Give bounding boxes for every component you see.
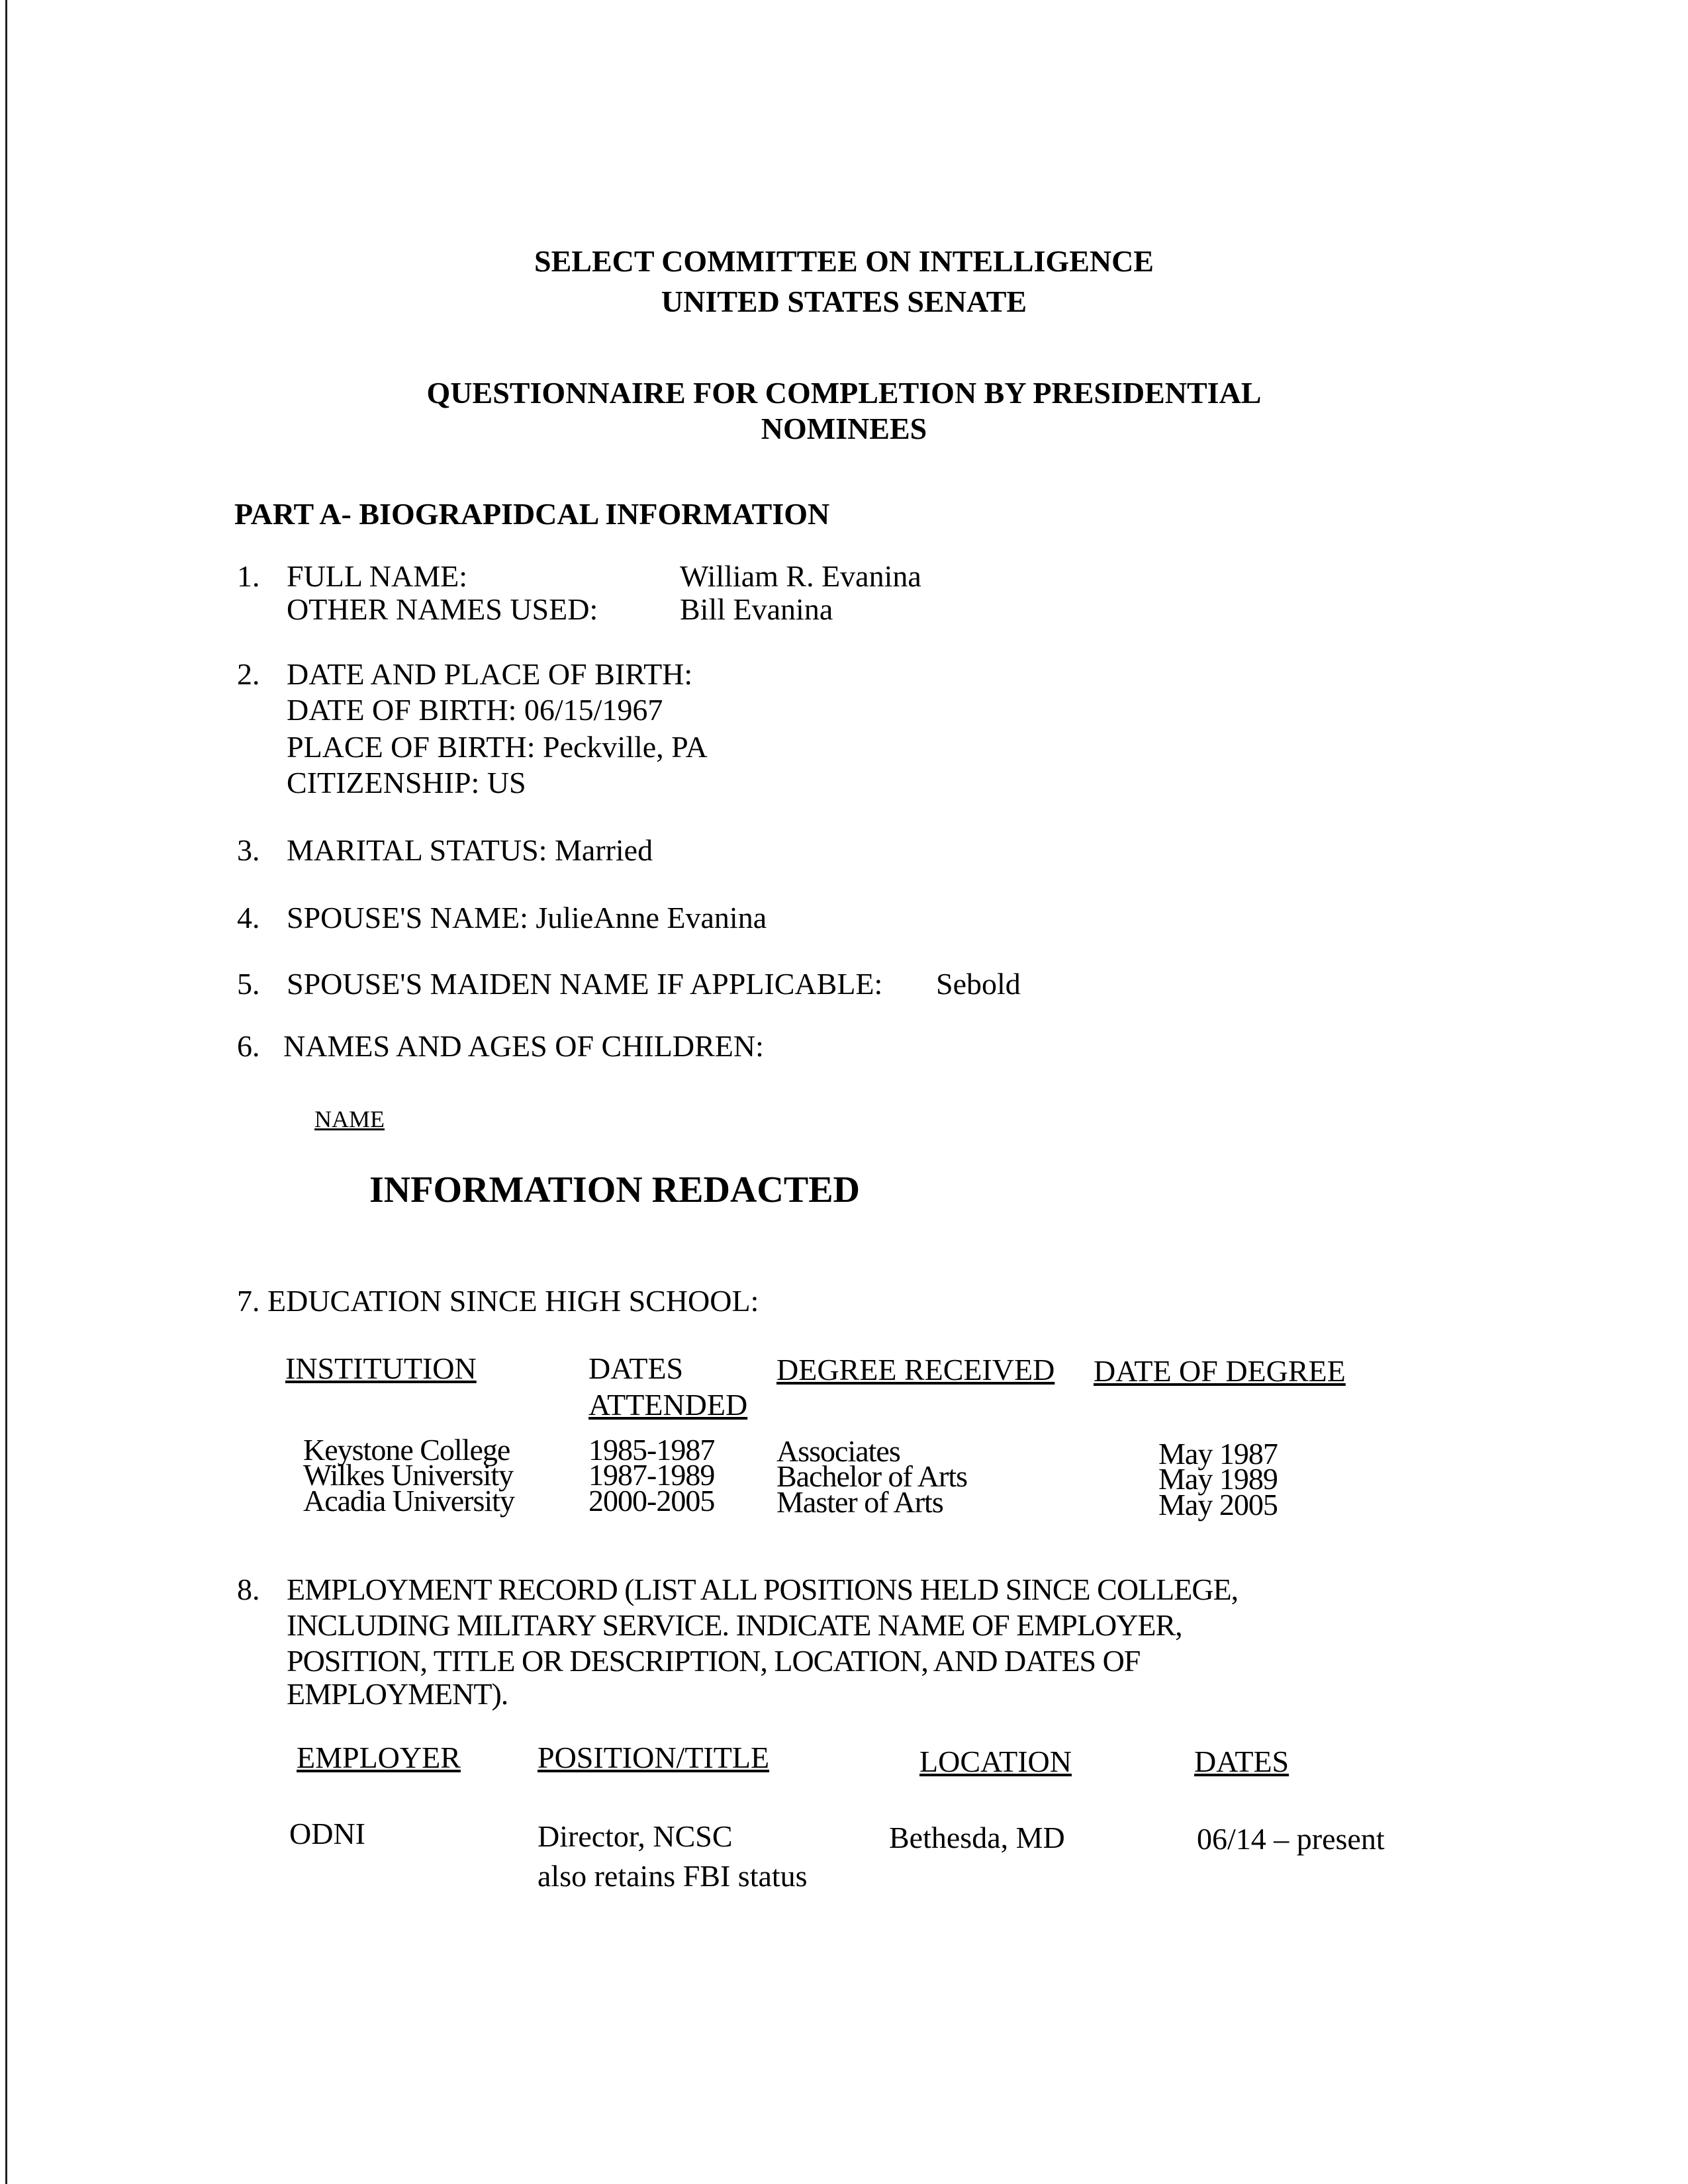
edu-institution: Wilkes University [303, 1458, 514, 1492]
position-value: Director, NCSC [538, 1819, 733, 1853]
spouse-name: SPOUSE'S NAME: JulieAnne Evanina [287, 901, 767, 934]
marital-status: MARITAL STATUS: Married [287, 833, 653, 867]
header-nominees: NOMINEES [761, 412, 927, 445]
employment-instructions-line: EMPLOYMENT). [287, 1677, 508, 1711]
header-questionnaire: QUESTIONNAIRE FOR COMPLETION BY PRESIDENTIAL [426, 376, 1262, 410]
edu-date-of-degree: May 1989 [1158, 1462, 1278, 1496]
edu-dates: 1987-1989 [588, 1458, 715, 1492]
other-names-label: OTHER NAMES USED: [287, 592, 598, 626]
employment-instructions-line: EMPLOYMENT RECORD (LIST ALL POSITIONS HELD SINCE COLLEGE, [287, 1572, 1239, 1606]
redacted-notice: INFORMATION REDACTED [369, 1169, 860, 1210]
edu-institution: Acadia University [303, 1484, 514, 1518]
maiden-name-value: Sebold [936, 967, 1021, 1001]
edu-date-of-degree: May 2005 [1158, 1488, 1278, 1522]
edu-dates: 1985-1987 [588, 1433, 715, 1467]
date-of-birth: DATE OF BIRTH: 06/15/1967 [287, 693, 663, 727]
part-title: PART A- BIOGRAPIDCAL INFORMATION [234, 497, 830, 531]
header-senate: UNITED STATES SENATE [661, 285, 1027, 318]
q4-number: 4. [237, 901, 260, 934]
maiden-name-label: SPOUSE'S MAIDEN NAME IF APPLICABLE: [287, 967, 883, 1001]
edu-degree: Associates [776, 1434, 900, 1468]
q6-number: 6. [237, 1029, 260, 1063]
header-institution: INSTITUTION [285, 1351, 477, 1385]
header-position-title: POSITION/TITLE [538, 1741, 770, 1774]
edu-dates: 2000-2005 [588, 1484, 715, 1518]
location-value: Bethesda, MD [889, 1821, 1065, 1854]
position-note: also retains FBI status [538, 1859, 808, 1893]
header-employer: EMPLOYER [297, 1741, 461, 1774]
edu-degree: Master of Arts [776, 1485, 943, 1519]
employment-instructions-line: INCLUDING MILITARY SERVICE. INDICATE NAME OF EMPLOYER, [287, 1608, 1182, 1642]
edu-date-of-degree: May 1987 [1158, 1437, 1278, 1471]
place-of-birth: PLACE OF BIRTH: Peckville, PA [287, 730, 708, 764]
header-employment-dates: DATES [1194, 1745, 1289, 1778]
header-attended: ATTENDED [588, 1388, 748, 1422]
q2-number: 2. [237, 657, 260, 691]
q8-number: 8. [237, 1572, 260, 1606]
header-date-of-degree: DATE OF DEGREE [1094, 1354, 1346, 1388]
full-name-value: William R. Evanina [680, 559, 921, 593]
birth-label: DATE AND PLACE OF BIRTH: [287, 657, 693, 691]
header-degree-received: DEGREE RECEIVED [776, 1353, 1055, 1387]
employer-value: ODNI [289, 1817, 365, 1850]
education-label: 7. EDUCATION SINCE HIGH SCHOOL: [237, 1284, 759, 1318]
scan-edge-line [5, 0, 7, 2184]
q1-number: 1. [237, 559, 260, 593]
q5-number: 5. [237, 967, 260, 1001]
q3-number: 3. [237, 833, 260, 867]
employment-instructions-line: POSITION, TITLE OR DESCRIPTION, LOCATION, AND DATES OF [287, 1644, 1141, 1678]
children-label: NAMES AND AGES OF CHILDREN: [283, 1029, 764, 1063]
children-name-header: NAME [314, 1106, 385, 1132]
other-names-value: Bill Evanina [680, 592, 833, 626]
citizenship: CITIZENSHIP: US [287, 766, 526, 799]
header-dates: DATES [588, 1351, 684, 1385]
header-location: LOCATION [919, 1745, 1072, 1778]
employment-dates-value: 06/14 – present [1197, 1822, 1385, 1856]
edu-degree: Bachelor of Arts [776, 1459, 968, 1493]
full-name-label: FULL NAME: [287, 559, 468, 593]
header-committee: SELECT COMMITTEE ON INTELLIGENCE [534, 244, 1154, 278]
edu-institution: Keystone College [303, 1433, 510, 1467]
